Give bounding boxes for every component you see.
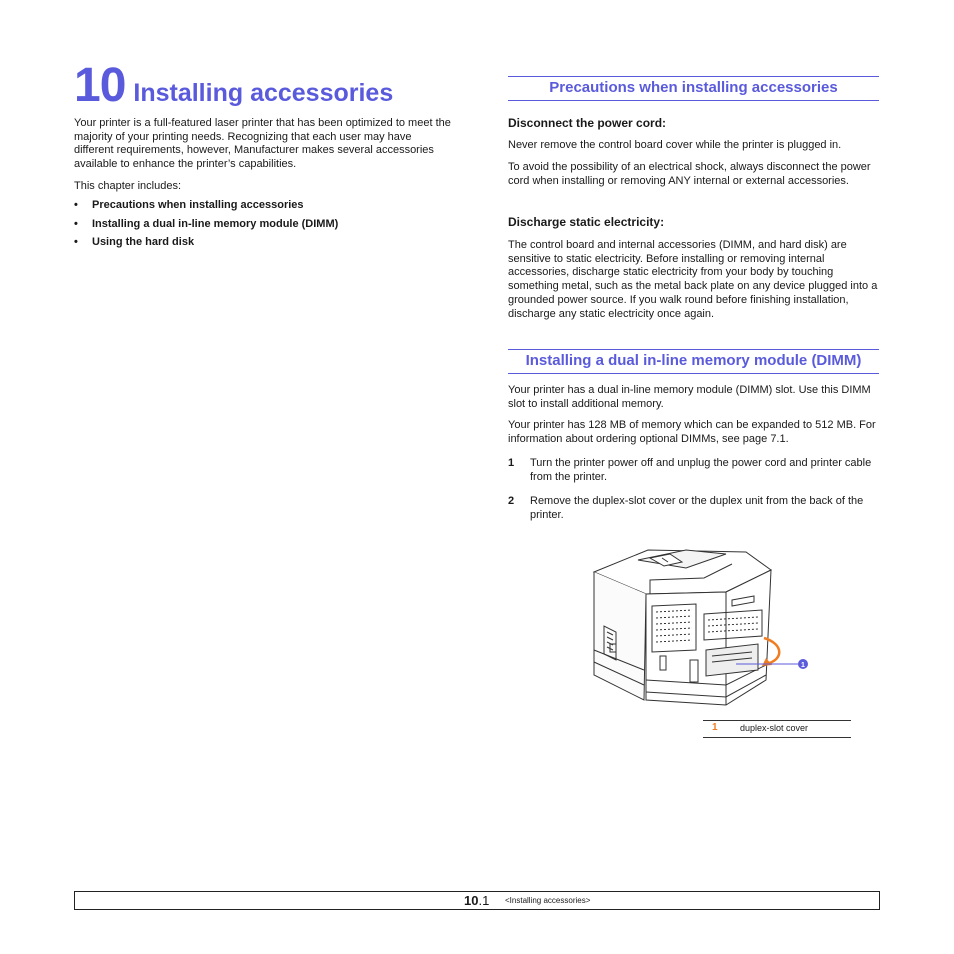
bullet-icon: •	[74, 217, 78, 230]
bullet-icon: •	[74, 236, 78, 249]
paragraph-static: The control board and internal accessories (DIMM, and hard disk) are sensitive to static electricity. Before installing or removing internal accessories, discharge static electricity from your body by touching something metal, such as the metal back plate on any device plugged into a grounded power source. If you walk round before finishing installation, discharge any static electricity once again.	[508, 239, 878, 320]
chapter-title-text: Installing accessories	[133, 79, 394, 107]
chapter-intro: Your printer is a full-featured laser printer that has been optimized to meet the majority of your printing needs. Recognizing that each user may have different requirements, however, Manufacturer makes several accessories available to enhance the printer’s capabilities.	[74, 117, 451, 171]
figure-caption	[703, 720, 851, 738]
bullet-icon: •	[74, 199, 78, 211]
footer-section-name: <Installing accessories>	[505, 896, 591, 905]
section-heading-precautions: Precautions when installing accessories	[508, 76, 879, 101]
step-text: Remove the duplex-slot cover or the duplex unit from the back of the printer.	[530, 495, 864, 521]
subheading-power-cord: Disconnect the power cord:	[508, 116, 667, 130]
callout-number: 1	[801, 662, 805, 669]
chapter-contents-list	[74, 199, 338, 255]
step-number: 2	[508, 495, 515, 507]
paragraph-power-cord-1: Never remove the control board cover while the printer is plugged in.	[508, 139, 842, 151]
paragraph-dimm-1: Your printer has a dual in-line memory module (DIMM) slot. Use this DIMM slot to install additional memory.	[508, 384, 871, 410]
step-text: Turn the printer power off and unplug the power cord and printer cable from the printer.	[530, 457, 872, 483]
list-item: • Installing a dual in-line memory module (DIMM)	[74, 217, 339, 230]
chapter-title	[74, 59, 394, 112]
subheading-static: Discharge static electricity:	[508, 215, 665, 229]
printer-rear-illustration	[586, 540, 816, 715]
caption-number: 1	[712, 722, 718, 733]
page-number: 10.1	[464, 893, 490, 908]
list-item: • Precautions when installing accessories	[74, 199, 304, 211]
paragraph-dimm-2: Your printer has 128 MB of memory which can be expanded to 512 MB. For information about ordering optional DIMMs, see page 7.1.	[508, 419, 876, 445]
list-item: • Using the hard disk	[74, 236, 195, 249]
chapter-number: 10	[74, 59, 126, 112]
caption-text: duplex-slot cover	[740, 723, 809, 733]
page-footer	[74, 891, 880, 910]
includes-label: This chapter includes:	[74, 180, 181, 192]
section-heading-dimm: Installing a dual in-line memory module (DIMM)	[508, 349, 879, 374]
paragraph-power-cord-2: To avoid the possibility of an electrical shock, always disconnect the power cord when installing or removing ANY internal or external accessories.	[508, 161, 871, 187]
step-number: 1	[508, 457, 515, 469]
